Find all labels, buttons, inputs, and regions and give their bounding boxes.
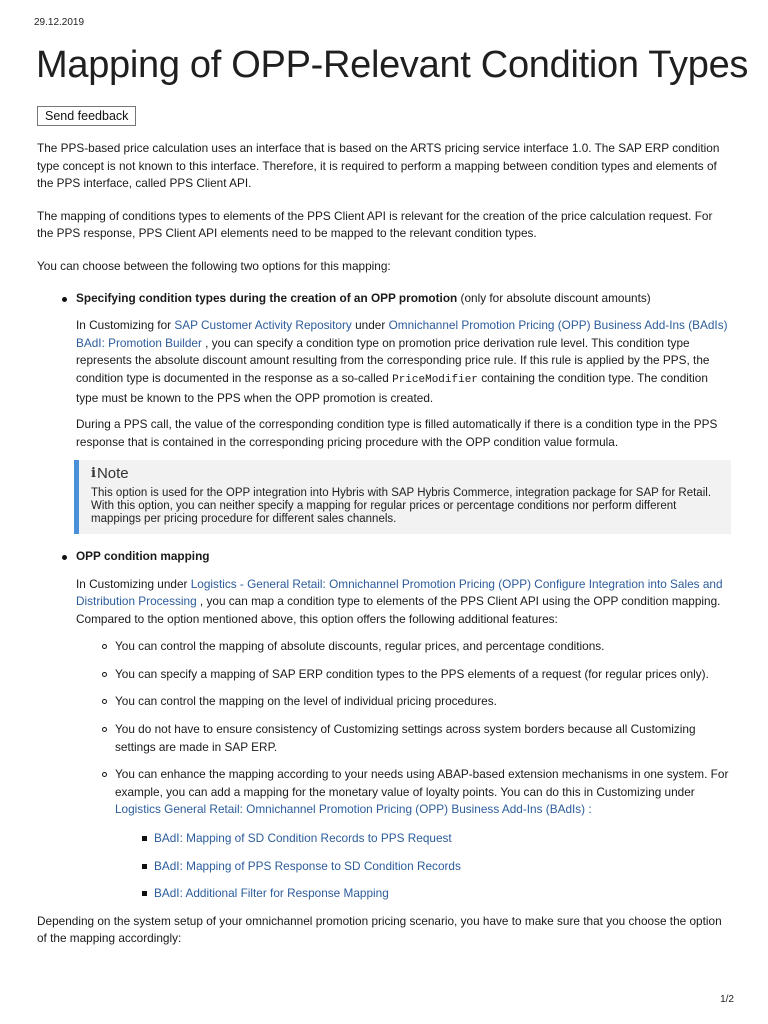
- page-title: Mapping of OPP-Relevant Condition Types: [36, 44, 749, 86]
- feature-item: You can specify a mapping of SAP ERP condition types to the PPS elements of a request (for regular prices only).: [76, 666, 731, 684]
- feature-item: You can enhance the mapping according to your needs using ABAP-based extension mechanisms in one system. For example, you can add a mapping for the monetary value of loyalty points. You can do this in Customizing under Logistics General Retail: Omnichannel Promotion Pricing (OPP) Business Add-Ins (BAdIs) : BAdI: Mapping of SD Condition Records to PPS Request BAdI: Mapping of PPS Response to SD Condition Records BAdI: Additional Filter for Response Mapping: [76, 766, 731, 903]
- features-list: [76, 638, 731, 903]
- badi-item: [115, 885, 731, 903]
- price-modifier-code: PriceModifier: [392, 373, 478, 386]
- option-1: [37, 290, 731, 534]
- square-bullet-icon: [142, 864, 147, 869]
- square-bullet-icon: [142, 836, 147, 841]
- mapping-paragraph: The mapping of conditions types to elements of the PPS Client API is relevant for the creation of the price calculation request. For the PPS response, PPS Client API elements need to be mapped to the relevant condition types.: [37, 208, 713, 241]
- circle-bullet-icon: [102, 699, 107, 704]
- circle-bullet-icon: [102, 672, 107, 677]
- circle-bullet-icon: [102, 644, 107, 649]
- circle-bullet-icon: [102, 772, 107, 777]
- link-promotion-builder-path[interactable]: Omnichannel Promotion Pricing (OPP) Business Add-Ins (BAdIs) BAdI: Promotion Builder: [76, 318, 728, 350]
- option-1-description: In Customizing for SAP Customer Activity Repository under Omnichannel Promotion Pricing (OPP) Business Add-Ins (BAdIs) BAdI: Promotion Builder , you can specify a condition type on promotion price derivation rule level. This condition type represents the absolute discount amount resulting from the corresponding price rule. If this rule is applied by the PPS, the condition type is documented in the response as a so-called PriceModifier containing the condition type. The condition type must be known to the PPS when the OPP promotion is created.: [76, 318, 728, 405]
- link-badi-pps-to-sd[interactable]: BAdI: Mapping of PPS Response to SD Condition Records: [154, 858, 461, 873]
- option-2-description: In Customizing under Logistics - General Retail: Omnichannel Promotion Pricing (OPP) Configure Integration into Sales and Distribution Processing , you can map a condition type to elements of the PPS Client API using the OPP condition mapping. Compared to the option mentioned above, this option offers the following additional features:: [76, 576, 723, 626]
- info-icon: i: [91, 466, 96, 482]
- final-paragraph: Depending on the system setup of your omnichannel promotion pricing scenario, you have to make sure that you choose the option of the mapping accordingly:: [37, 913, 722, 946]
- option-1-title: Specifying condition types during the creation of an OPP promotion (only for absolute discount amounts): [76, 290, 651, 305]
- send-feedback-button[interactable]: Send feedback: [37, 106, 136, 126]
- link-sap-car[interactable]: SAP Customer Activity Repository: [174, 318, 352, 333]
- page-number: 1/2: [720, 994, 734, 1005]
- link-configure-integration[interactable]: Logistics - General Retail: Omnichannel Promotion Pricing (OPP) Configure Integration into Sales and Distribution Processing: [76, 576, 723, 609]
- feature-item: You can control the mapping of absolute discounts, regular prices, and percentage conditions.: [76, 638, 731, 656]
- square-bullet-icon: [142, 891, 147, 896]
- intro-paragraph: The PPS-based price calculation uses an interface that is based on the ARTS pricing service interface 1.0. The SAP ERP condition type concept is not known to this interface. Therefore, it is required to perform a mapping between condition types and elements of the PPS interface, called PPS Client API.: [37, 141, 720, 191]
- option-2: [37, 548, 731, 903]
- badi-item: [115, 830, 731, 848]
- badi-item: [115, 858, 731, 876]
- circle-bullet-icon: [102, 727, 107, 732]
- link-badi-sd-to-pps[interactable]: BAdI: Mapping of SD Condition Records to PPS Request: [154, 831, 452, 846]
- bullet-icon: [62, 297, 67, 302]
- note-text: This option is used for the OPP integration into Hybris with SAP Hybris Commerce, integration package for SAP for Retail. With this option, you can neither specify a mapping for regular prices or percentage conditions nor perform different mappings per pricing procedure for different sales channels.: [91, 486, 712, 525]
- options-intro: You can choose between the following two options for this mapping:: [37, 258, 391, 273]
- option-2-title: OPP condition mapping: [76, 548, 210, 563]
- option-1-pps-call: During a PPS call, the value of the corresponding condition type is filled automatically if there is a condition type in the PPS response that is contained in the corresponding pricing procedure with the OPP condition value formula.: [76, 417, 718, 449]
- feature-item: You can control the mapping on the level of individual pricing procedures.: [76, 693, 731, 711]
- bullet-icon: [62, 555, 67, 560]
- link-badi-additional-filter[interactable]: BAdI: Additional Filter for Response Mapping: [154, 886, 389, 901]
- note-box: [74, 460, 731, 534]
- link-badi-path[interactable]: Logistics General Retail: Omnichannel Promotion Pricing (OPP) Business Add-Ins (BAdIs): [115, 802, 586, 817]
- print-date: 29.12.2019: [34, 17, 85, 28]
- article-body: [37, 140, 731, 948]
- badi-list: [115, 830, 731, 903]
- feature-item: You do not have to ensure consistency of Customizing settings across system borders because all Customizing settings are made in SAP ERP.: [76, 721, 731, 756]
- note-title: i Note: [91, 465, 129, 483]
